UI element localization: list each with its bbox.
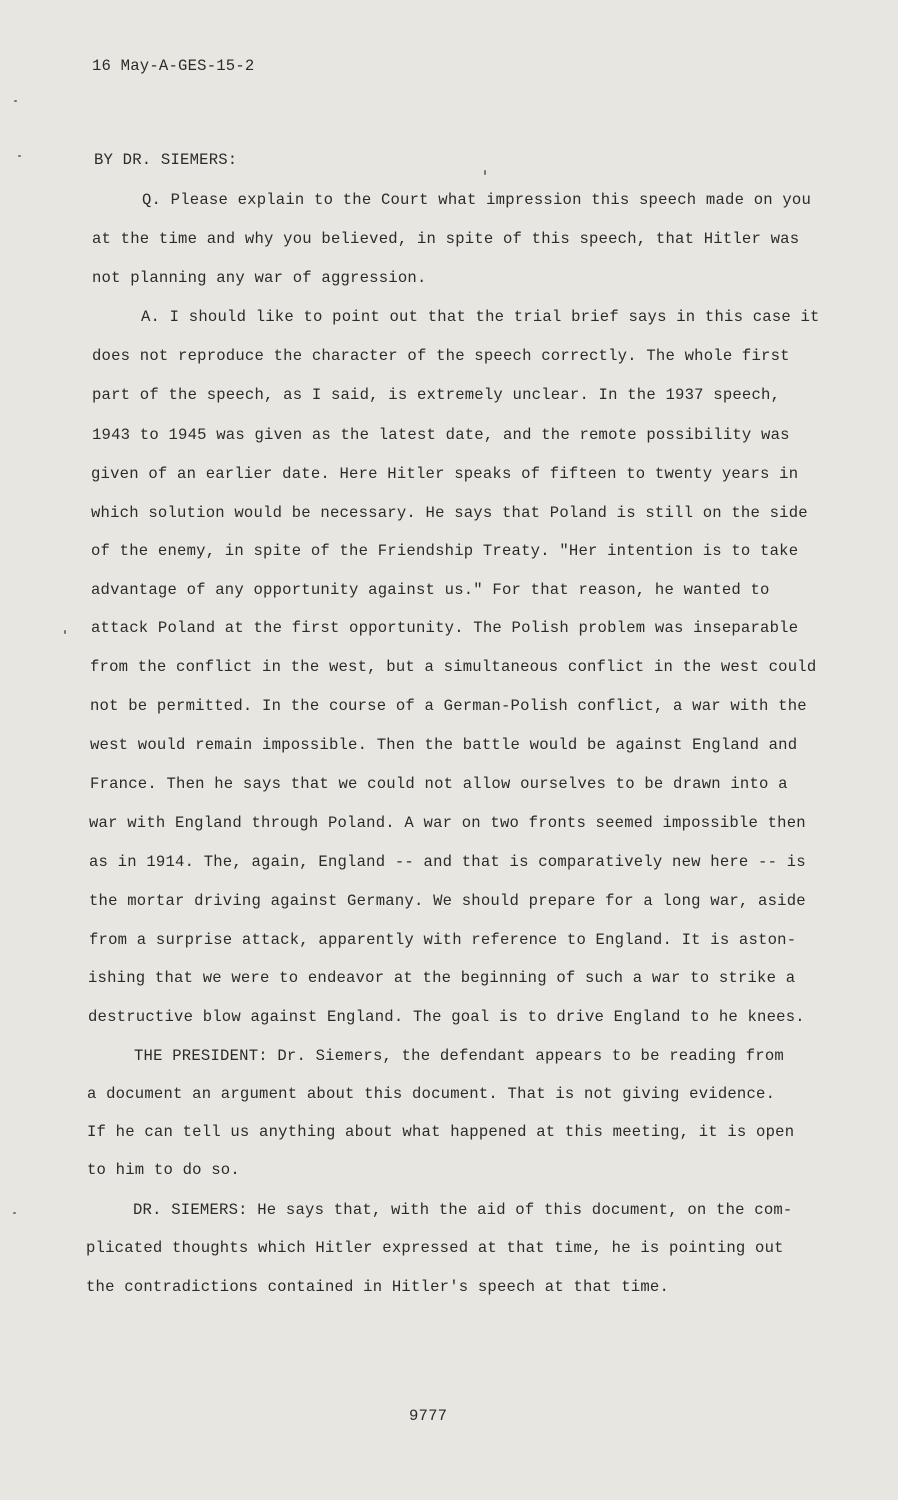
transcript-line: a document an argument about this document. That is not giving evidence. (87, 1085, 776, 1103)
transcript-line: west would remain impossible. Then the battle would be against England and (90, 736, 798, 754)
transcript-line: from the conflict in the west, but a simultaneous conflict in the west could (90, 658, 817, 676)
transcript-line: as in 1914. The, again, England -- and that is comparatively new here -- is (89, 853, 806, 871)
transcript-line: part of the speech, as I said, is extremely unclear. In the 1937 speech, (92, 386, 781, 404)
document-reference-code: 16 May-A-GES-15-2 (92, 57, 255, 75)
transcript-line: the mortar driving against Germany. We should prepare for a long war, aside (89, 892, 806, 910)
transcript-line: given of an earlier date. Here Hitler speaks of fifteen to twenty years in (91, 465, 799, 483)
paper-speck (64, 630, 66, 634)
transcript-line: advantage of any opportunity against us." For that reason, he wanted to (91, 581, 770, 599)
transcript-line: war with England through Poland. A war on two fronts seemed impossible then (89, 814, 806, 832)
transcript-line: DR. SIEMERS: He says that, with the aid of this document, on the com- (133, 1201, 793, 1219)
transcript-line: A. I should like to point out that the trial brief says in this case it (141, 308, 820, 326)
paper-speck (14, 100, 17, 102)
transcript-line: to him to do so. (87, 1161, 240, 1179)
transcript-line: at the time and why you believed, in spite of this speech, that Hitler was (92, 230, 800, 248)
transcript-line: THE PRESIDENT: Dr. Siemers, the defendant appears to be reading from (134, 1047, 784, 1065)
transcript-line: of the enemy, in spite of the Friendship Treaty. "Her intention is to take (91, 542, 799, 560)
page-number: 9777 (409, 1407, 448, 1425)
transcript-line: If he can tell us anything about what happened at this meeting, it is open (87, 1123, 795, 1141)
paper-speck (13, 1212, 16, 1214)
transcript-line: the contradictions contained in Hitler's speech at that time. (86, 1278, 670, 1296)
transcript-line: 1943 to 1945 was given as the latest date, and the remote possibility was (92, 426, 790, 444)
transcript-line: attack Poland at the first opportunity. The Polish problem was inseparable (91, 619, 799, 637)
paper-speck (18, 155, 21, 157)
paper-speck (484, 170, 486, 175)
transcript-line: Q. Please explain to the Court what impression this speech made on you (142, 191, 812, 209)
transcript-line: destructive blow against England. The goal is to drive England to he knees. (88, 1008, 805, 1026)
transcript-line: which solution would be necessary. He says that Poland is still on the side (91, 504, 808, 522)
transcript-line: not be permitted. In the course of a German-Polish conflict, a war with the (90, 697, 807, 715)
transcript-line: ishing that we were to endeavor at the beginning of such a war to strike a (88, 969, 796, 987)
transcript-line: plicated thoughts which Hitler expressed at that time, he is pointing out (86, 1239, 784, 1257)
examiner-heading: BY DR. SIEMERS: (94, 151, 238, 169)
transcript-line: not planning any war of aggression. (92, 269, 427, 287)
transcript-line: France. Then he says that we could not allow ourselves to be drawn into a (90, 775, 788, 793)
transcript-line: does not reproduce the character of the speech correctly. The whole first (92, 347, 790, 365)
transcript-line: from a surprise attack, apparently with reference to England. It is aston- (89, 931, 797, 949)
